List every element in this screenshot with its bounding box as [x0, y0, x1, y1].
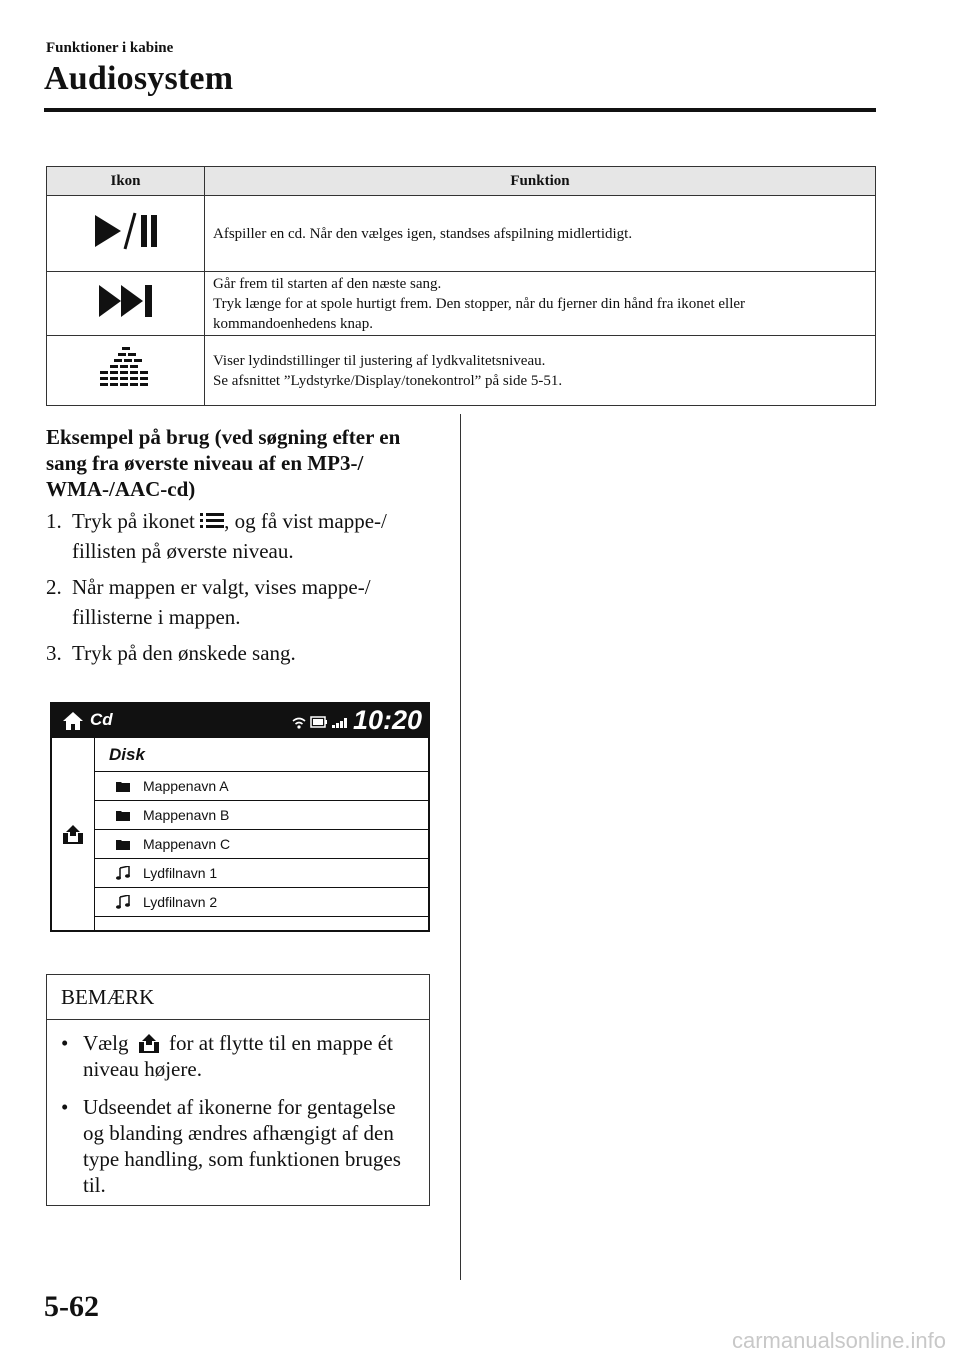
table-icon-cell	[47, 196, 205, 272]
table-header-function: Funktion	[205, 167, 876, 196]
table-desc-cell	[205, 336, 876, 406]
step-item	[46, 638, 446, 668]
desc-line: Viser lydindstillinger til justering af lydkvalitetsniveau.	[213, 352, 546, 369]
list-item-label: Lydfilnavn 1	[143, 865, 218, 881]
music-note-icon	[115, 865, 131, 881]
table-row	[47, 196, 876, 272]
battery-icon	[310, 716, 328, 728]
sound-settings-icon	[98, 345, 154, 391]
folder-up-icon	[138, 1033, 160, 1053]
step-text: Tryk på ikonet	[72, 509, 195, 533]
table-desc-cell	[205, 272, 876, 336]
note-text-after: for at flytte til en mappe ét niveau højere.	[83, 1031, 393, 1081]
list-item-label: Mappenavn C	[143, 836, 231, 852]
note-box	[46, 974, 430, 1206]
section-label: Funktioner i kabine	[46, 40, 174, 56]
note-item	[61, 1030, 419, 1082]
wifi-icon	[292, 716, 306, 730]
example-heading: Eksempel på brug (ved søgning efter en sang fra øverste niveau af en MP3-/ WMA-/AAC-cd)	[46, 425, 401, 501]
step-number: 2.	[46, 575, 62, 599]
desc-line: Se afsnittet ”Lydstyrke/Display/tonekontrol” på side 5-51.	[213, 372, 563, 389]
list-item-label: Mappenavn A	[143, 778, 229, 794]
source-label: Cd	[90, 710, 113, 729]
folder-icon	[115, 778, 131, 794]
bullet-icon: •	[61, 1031, 69, 1055]
table-icon-cell	[47, 272, 205, 336]
table-desc-cell	[205, 196, 876, 272]
play-pause-icon	[91, 209, 161, 253]
page-title: Audiosystem	[44, 60, 234, 97]
folder-icon	[115, 807, 131, 823]
watermark: carmanualsonline.info	[731, 1328, 946, 1353]
list-item-label: Lydfilnavn 2	[143, 894, 218, 910]
folder-up-icon[interactable]	[62, 824, 84, 844]
list-item-label: Mappenavn B	[143, 807, 230, 823]
desc-line: Afspiller en cd. Når den vælges igen, standses afspilning midlertidigt.	[213, 225, 633, 242]
step-number: 1.	[46, 509, 62, 533]
list-title: Disk	[95, 738, 428, 772]
table-icon-cell	[47, 336, 205, 406]
bullet-icon: •	[61, 1095, 69, 1119]
display-screen	[50, 702, 430, 932]
signal-icon	[332, 716, 350, 728]
screen-file-list	[95, 738, 428, 917]
steps-list	[46, 506, 446, 674]
note-title: BEMÆRK	[47, 975, 429, 1020]
step-item	[46, 572, 446, 632]
step-item	[46, 506, 446, 566]
step-number: 3.	[46, 641, 62, 665]
step-text: Tryk på den ønskede sang.	[72, 641, 296, 665]
table-row	[47, 272, 876, 336]
music-note-icon	[115, 894, 131, 910]
icon-function-table	[46, 166, 876, 406]
note-item	[61, 1094, 419, 1198]
screen-header	[52, 704, 428, 738]
note-list	[47, 1020, 429, 1198]
desc-line: Tryk længe for at spole hurtigt frem. Den stopper, når du fjerner din hånd fra ikonet eller kommandoenhedens knap.	[213, 295, 746, 332]
note-text: Vælg	[83, 1031, 129, 1055]
step-text-after: , og få vist mappe-/ fillisten på øverste niveau.	[72, 509, 387, 563]
list-item[interactable]	[95, 830, 428, 859]
screen-left-panel	[52, 738, 95, 930]
step-text: Når mappen er valgt, vises mappe-/ fillisterne i mappen.	[72, 575, 371, 629]
table-row	[47, 336, 876, 406]
list-item[interactable]	[95, 888, 428, 917]
table-header-icon: Ikon	[47, 167, 205, 196]
list-item[interactable]	[95, 801, 428, 830]
skip-forward-icon	[95, 281, 157, 321]
list-icon	[200, 511, 224, 531]
note-text: Udseendet af ikonerne for gentagelse og blanding ændres afhængigt af den type handling, som funktionen bruges til.	[83, 1095, 401, 1197]
list-item[interactable]	[95, 772, 428, 801]
column-divider	[460, 414, 461, 1280]
folder-icon	[115, 836, 131, 852]
clock-time: 10:20	[352, 705, 422, 735]
title-rule	[44, 108, 876, 112]
list-item[interactable]	[95, 859, 428, 888]
home-icon[interactable]	[62, 711, 84, 731]
desc-line: Går frem til starten af den næste sang.	[213, 275, 442, 292]
page-number: 5-62	[44, 1290, 99, 1323]
